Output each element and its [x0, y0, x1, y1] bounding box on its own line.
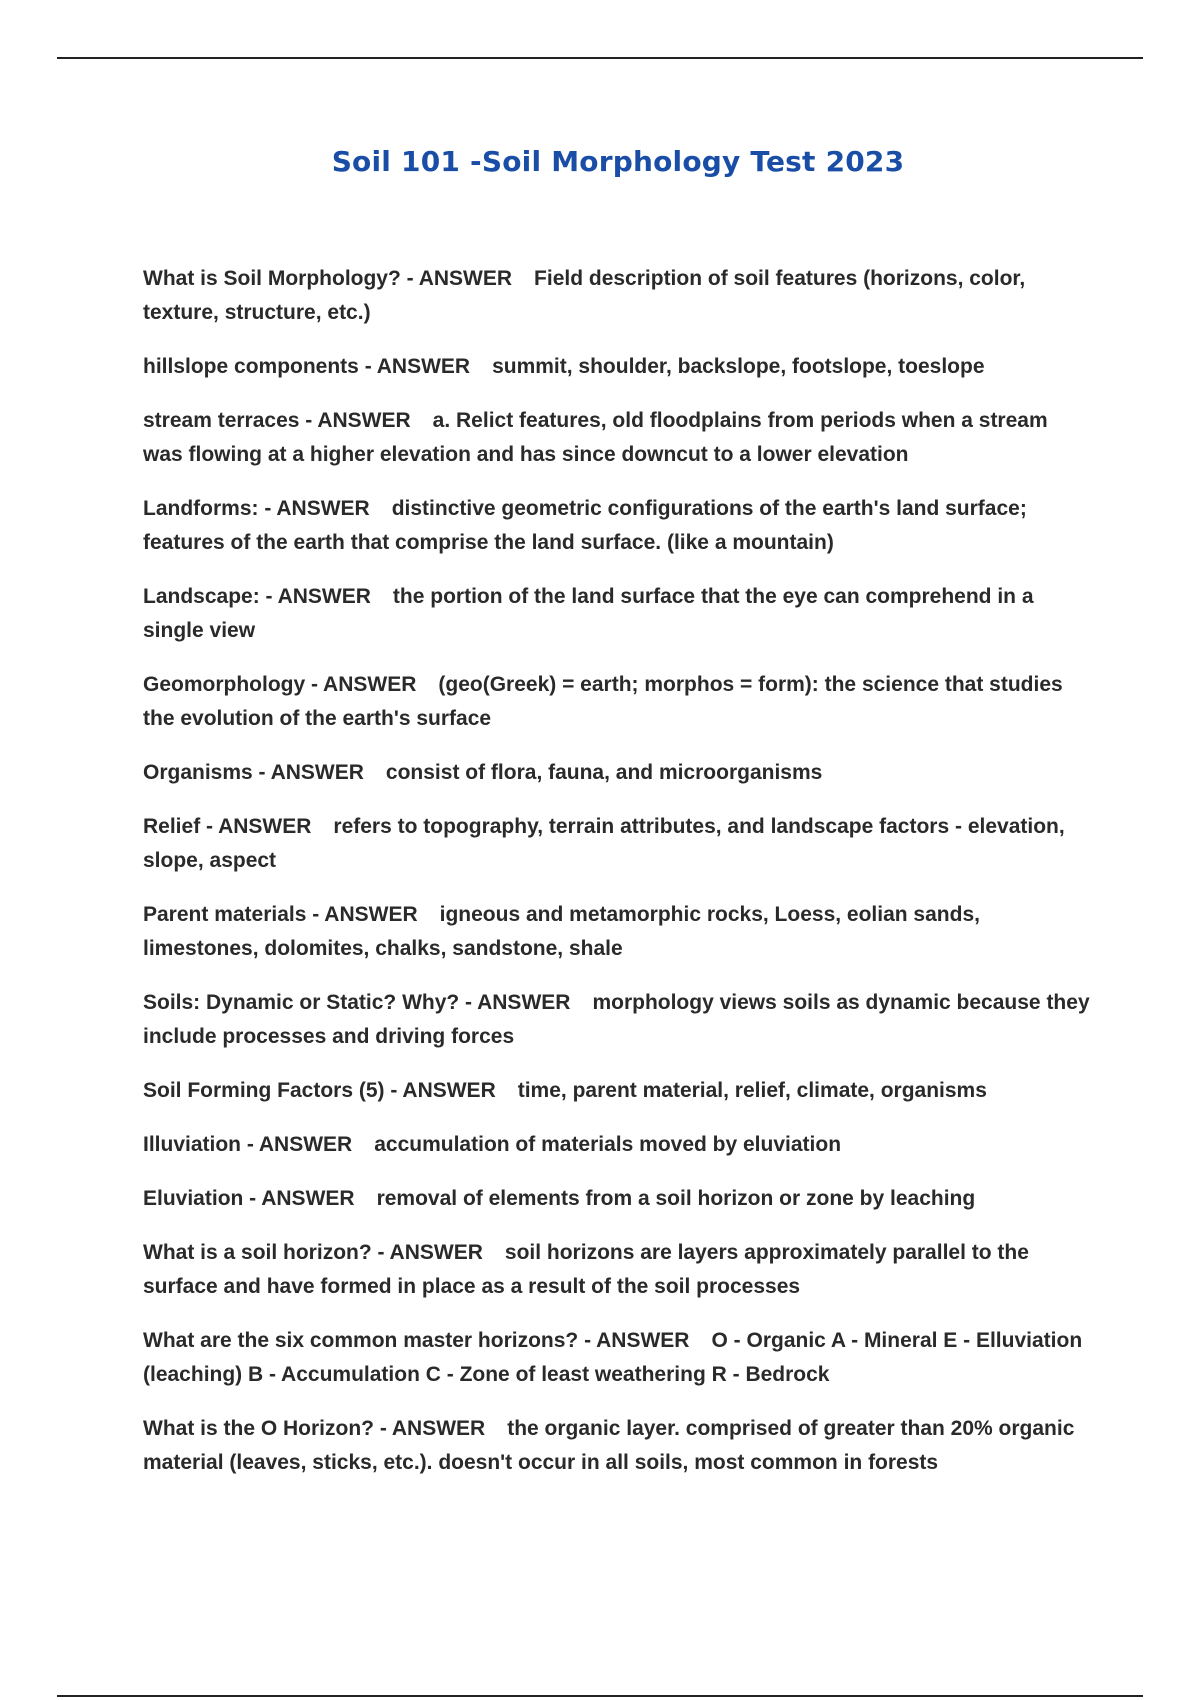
answer-text: summit, shoulder, backslope, footslope, toeslope: [492, 355, 985, 378]
answer-text: (geo(Greek) = earth; morphos = form): the science that studies the evolution of the earth's surface: [143, 673, 1063, 730]
question-text: Organisms - ANSWER: [143, 761, 364, 784]
question-text: What is the O Horizon? - ANSWER: [143, 1417, 486, 1440]
qa-item: [143, 1324, 1093, 1392]
question-text: hillslope components - ANSWER: [143, 355, 471, 378]
answer-text: the organic layer. comprised of greater than 20% organic material (leaves, sticks, etc.). doesn't occur in all soils, most common in forests: [143, 1417, 1075, 1474]
bottom-rule: [57, 1695, 1143, 1697]
qa-item: [143, 1128, 1093, 1162]
qa-item: [143, 580, 1093, 648]
question-text: What is a soil horizon? - ANSWER: [143, 1241, 483, 1264]
question-text: Landscape: - ANSWER: [143, 585, 371, 608]
question-text: Parent materials - ANSWER: [143, 903, 418, 926]
top-rule: [57, 57, 1143, 59]
answer-text: a. Relict features, old floodplains from periods when a stream was flowing at a higher elevation and has since downcut to a lower elevation: [143, 409, 1048, 466]
question-text: What are the six common master horizons? - ANSWER: [143, 1329, 690, 1352]
question-text: Illuviation - ANSWER: [143, 1133, 353, 1156]
qa-list: [143, 262, 1093, 1500]
qa-item: [143, 492, 1093, 560]
qa-item: [143, 810, 1093, 878]
question-text: What is Soil Morphology? - ANSWER: [143, 267, 513, 290]
answer-text: Field description of soil features (horizons, color, texture, structure, etc.): [143, 267, 1026, 324]
answer-text: morphology views soils as dynamic because they include processes and driving forces: [143, 991, 1090, 1048]
qa-item: [143, 1412, 1093, 1480]
page-title: Soil 101 -Soil Morphology Test 2023: [331, 145, 905, 178]
qa-item: [143, 1182, 1093, 1216]
answer-text: removal of elements from a soil horizon or zone by leaching: [376, 1187, 976, 1210]
answer-text: the portion of the land surface that the eye can comprehend in a single view: [143, 585, 1034, 642]
question-text: stream terraces - ANSWER: [143, 409, 411, 432]
answer-text: accumulation of materials moved by eluviation: [374, 1133, 842, 1156]
question-text: Landforms: - ANSWER: [143, 497, 370, 520]
answer-text: refers to topography, terrain attributes, and landscape factors - elevation, slope, aspect: [143, 815, 1065, 872]
answer-text: time, parent material, relief, climate, organisms: [517, 1079, 987, 1102]
answer-text: igneous and metamorphic rocks, Loess, eolian sands, limestones, dolomites, chalks, sandstone, shale: [143, 903, 980, 960]
question-text: Eluviation - ANSWER: [143, 1187, 355, 1210]
answer-text: soil horizons are layers approximately parallel to the surface and have formed in place as a result of the soil processes: [143, 1241, 1029, 1298]
qa-item: [143, 404, 1093, 472]
qa-item: [143, 1074, 1093, 1108]
question-text: Geomorphology - ANSWER: [143, 673, 417, 696]
qa-item: [143, 986, 1093, 1054]
question-text: Relief - ANSWER: [143, 815, 312, 838]
qa-item: [143, 262, 1093, 330]
qa-item: [143, 668, 1093, 736]
qa-item: [143, 756, 1093, 790]
answer-text: O - Organic A - Mineral E - Elluviation (leaching) B - Accumulation C - Zone of least weathering R - Bedrock: [143, 1329, 1083, 1386]
qa-item: [143, 1236, 1093, 1304]
qa-item: [143, 898, 1093, 966]
answer-text: consist of flora, fauna, and microorganisms: [385, 761, 823, 784]
question-text: Soils: Dynamic or Static? Why? - ANSWER: [143, 991, 571, 1014]
qa-item: [143, 350, 1093, 384]
answer-text: distinctive geometric configurations of the earth's land surface; features of the earth that comprise the land surface. (like a mountain): [143, 497, 1027, 554]
question-text: Soil Forming Factors (5) - ANSWER: [143, 1079, 496, 1102]
